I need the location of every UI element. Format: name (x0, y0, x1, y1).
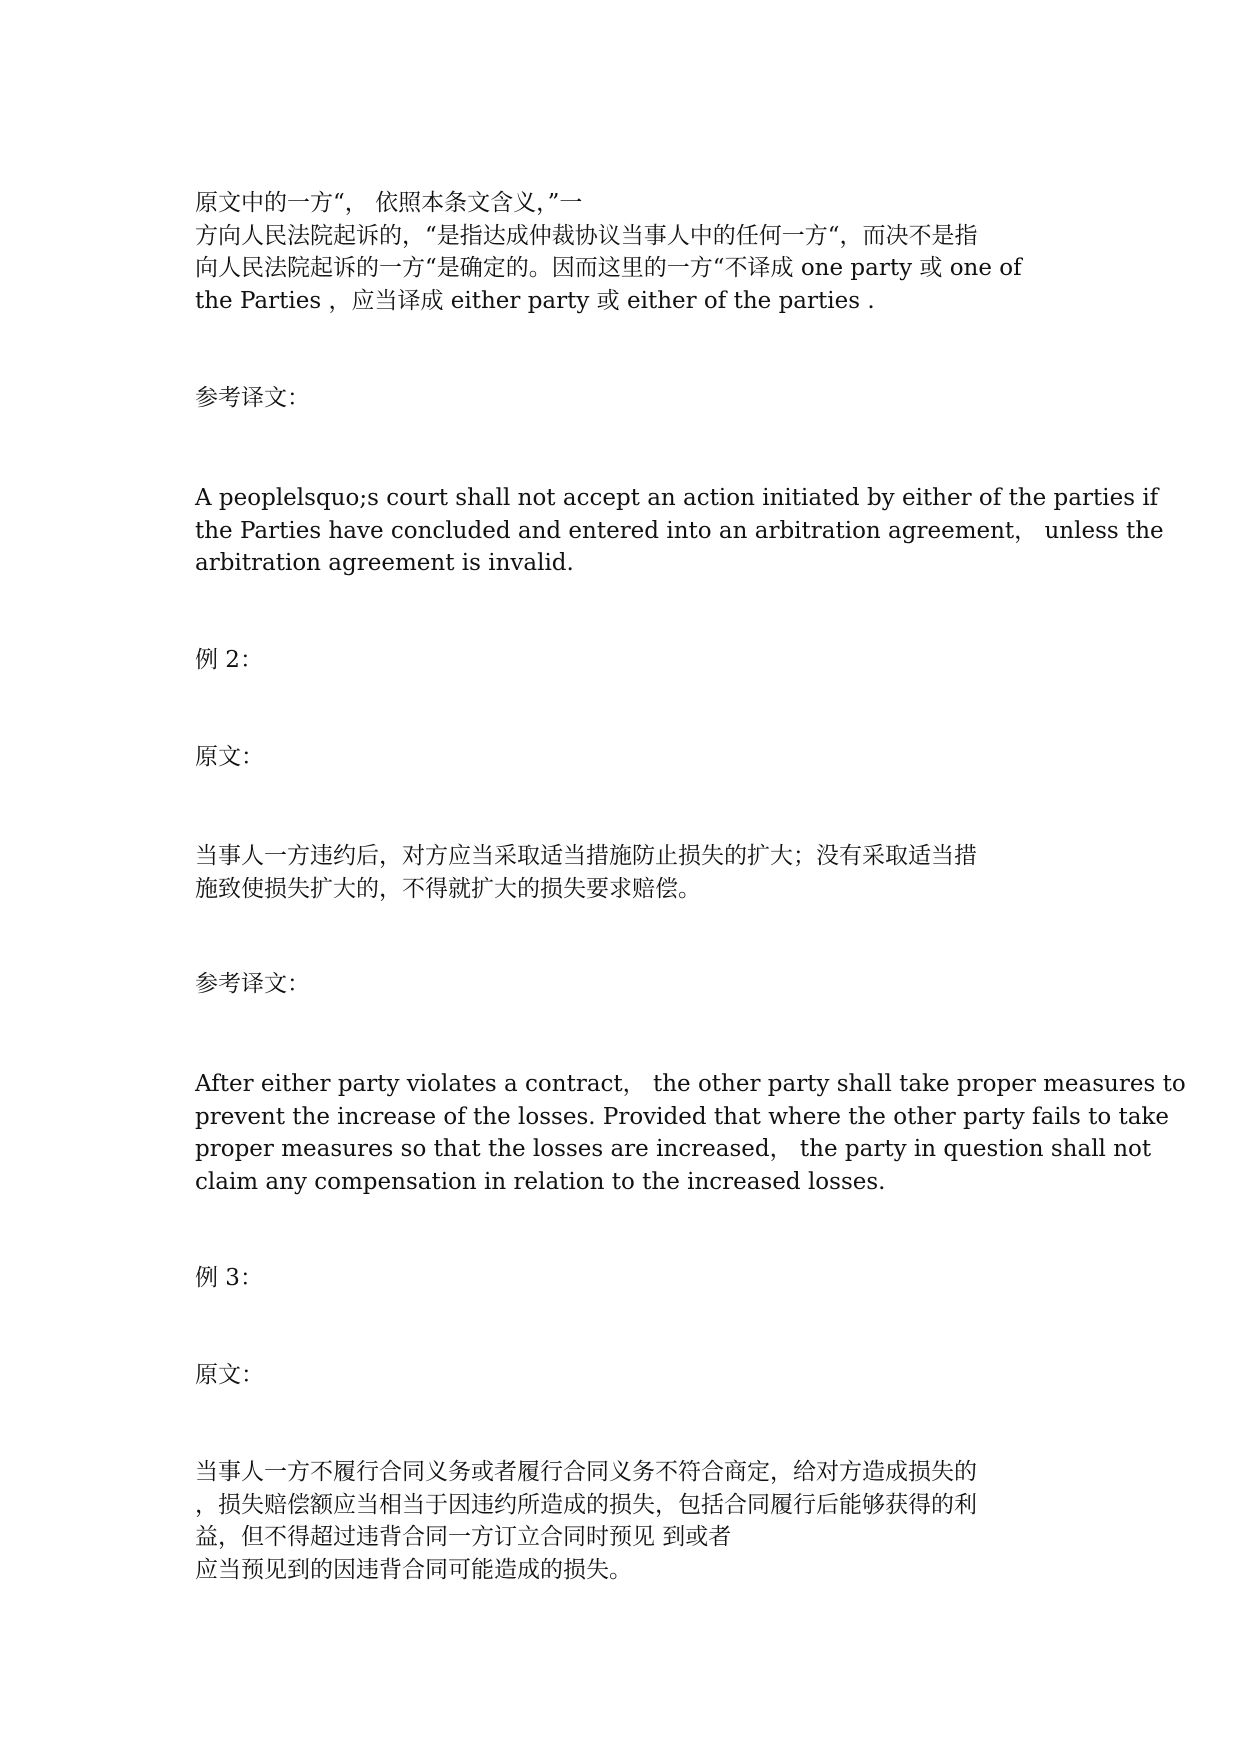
example-3-label (195, 1262, 1055, 1295)
text-line: 例 2： (195, 647, 263, 673)
text-line: 方向人民法院起诉的，“是指达成仲裁协议当事人中的任何一方“，而决不是指 (195, 222, 978, 249)
text-line: 参考译文： (195, 385, 310, 411)
text-line: arbitration agreement is invalid. (195, 550, 574, 576)
text-line: After either party violates a contract， the other party shall take proper measures to (195, 1071, 1186, 1097)
text-line: 例 3： (195, 1265, 263, 1291)
text-line: the Parties have concluded and entered into an arbitration agreement， unless the (195, 517, 1164, 544)
text-line: 向人民法院起诉的一方“是确定的。因而这里的一方“不译成 one party 或 one of (195, 255, 1022, 281)
text-line: 原文中的一方“， 依照本条文含义，”一 (195, 190, 583, 216)
text-line: 施致使损失扩大的，不得就扩大的损失要求赔偿。 (195, 875, 701, 902)
original-explanation-paragraph (195, 187, 1055, 317)
text-line: claim any compensation in relation to the increased losses. (195, 1168, 886, 1195)
text-line: A peoplelsquo;s court shall not accept an action initiated by either of the parties if (195, 485, 1159, 511)
original-label (195, 1359, 1055, 1392)
original-text-paragraph (195, 840, 1055, 905)
text-line: prevent the increase of the losses. Provided that where the other party fails to take (195, 1103, 1169, 1130)
text-line: ，损失赔偿额应当相当于因违约所造成的损失，包括合同履行后能够获得的利 (195, 1491, 977, 1518)
reference-translation-label (195, 968, 1055, 1001)
reference-translation-label (195, 382, 1055, 415)
text-line: 益，但不得超过违背合同一方订立合同时预见 到或者 (195, 1524, 732, 1550)
original-label (195, 741, 1055, 774)
original-text-paragraph (195, 1456, 1055, 1586)
text-line: the Parties ，应当译成 either party 或 either of the parties . (195, 287, 875, 314)
text-line: 当事人一方违约后，对方应当采取适当措施防止损失的扩大；没有采取适当措 (195, 843, 977, 869)
text-line: 原文： (195, 1362, 264, 1388)
reference-translation-paragraph (195, 482, 1164, 580)
text-line: 原文： (195, 744, 264, 770)
text-line: 当事人一方不履行合同义务或者履行合同义务不符合商定，给对方造成损失的 (195, 1459, 977, 1485)
example-2-label (195, 644, 1055, 677)
text-line: 参考译文： (195, 971, 310, 997)
text-line: 应当预见到的因违背合同可能造成的损失。 (195, 1556, 632, 1583)
reference-translation-paragraph (195, 1068, 1186, 1198)
text-line: proper measures so that the losses are increased， the party in question shall not (195, 1136, 1152, 1162)
